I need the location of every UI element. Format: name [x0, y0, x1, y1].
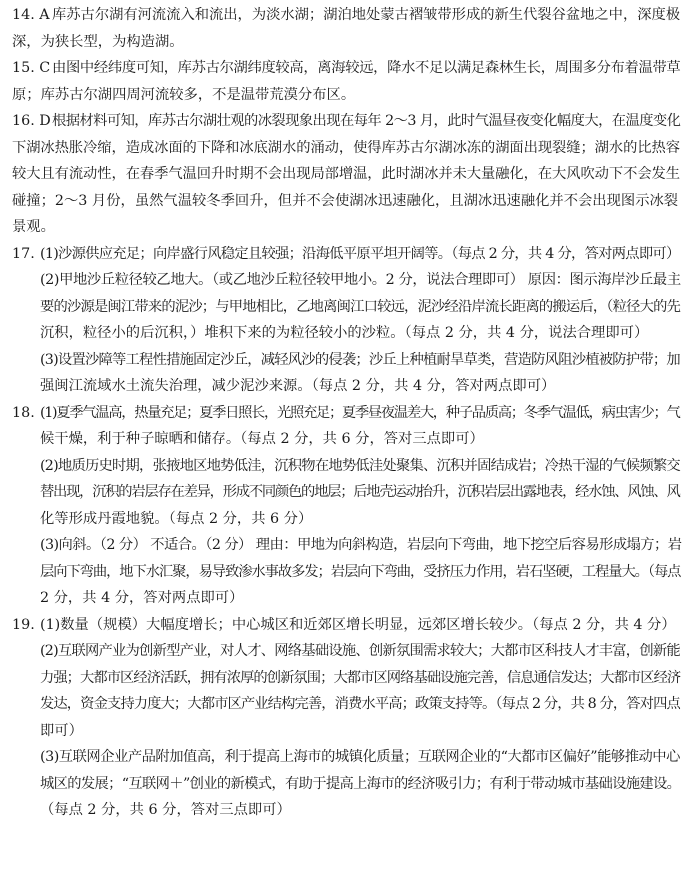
question-number: 19.: [12, 616, 35, 633]
answer-line: 力强；大都市区经济活跃，拥有浓厚的创新氛围；大都市区网络基础设施完善，信息通信发达；大都市区经济: [40, 669, 681, 686]
answer-item-19: [12, 612, 680, 824]
answer-line: 候干燥，利于种子晾晒和储存。（每点 2 分，共 6 分，答对三点即可）: [40, 431, 484, 447]
question-number: 14. A: [12, 7, 50, 23]
answer-line: 强闽江流域水土流失治理，减少泥沙来源。（每点 2 分，共 4 分，答对两点即可）: [40, 378, 556, 394]
answer-line: (2)互联网产业为创新型产业，对人才、网络基础设施、创新氛围需求较大；大都市区科技人才丰富，创新能: [40, 643, 680, 659]
answer-text: [12, 241, 680, 400]
answer-line: (1)沙源供应充足；向岸盛行风稳定且较强；沿海低平原平坦开阔等。（每点 2 分，共 4 分，答对两点即可）: [40, 245, 680, 262]
answer-item-14: [12, 2, 680, 55]
answer-line: 2 分，共 4 分，答对两点即可）: [40, 590, 244, 606]
answer-line: (2)甲地沙丘粒径较乙地大。（或乙地沙丘粒径较甲地小。2 分，说法合理即可） 原因：图示海岸沙丘最主: [40, 272, 681, 288]
question-number: 17.: [12, 245, 35, 262]
answer-text: [12, 55, 680, 108]
answer-line: (3)设置沙障等工程性措施固定沙丘，减轻风沙的侵袭；沙丘上种植耐旱草类，营造防风阻沙植被防护带；加: [40, 351, 680, 368]
question-number: 18.: [12, 404, 35, 421]
answer-text: [12, 108, 680, 241]
answer-line: 由图中经纬度可知，库苏古尔湖纬度较高，离海较远，降水不足以满足森林生长，周围多分布着温带草: [52, 60, 681, 76]
answer-line: 替出现，沉积的岩层存在差异，形成不同颜色的地层；后地壳运动抬升，沉积岩层出露地表，经水蚀、风蚀、风: [40, 484, 680, 500]
answer-line: （每点 2 分，共 6 分，答对三点即可）: [40, 802, 291, 818]
answer-line: 碰撞；2～3 月份，虽然气温较冬季回升，但并不会使湖冰迅速融化，且湖冰迅速融化并不会出现图示冰裂: [12, 192, 679, 209]
answer-line: (1)夏季气温高，热量充足；夏季日照长，光照充足；夏季昼夜温差大，种子品质高；冬季气温低，病虫害少；气: [40, 404, 680, 421]
answer-line: 下湖冰热胀冷缩，造成冰面的下降和冰底湖水的涌动，使得库苏古尔湖冰冻的湖面出现裂缝；湖水的比热容: [12, 139, 680, 156]
answer-text: [12, 2, 680, 55]
answer-line: 根据材料可知，库苏古尔湖壮观的冰裂现象出现在每年 2～3 月，此时气温昼夜变化幅度大，在温度变化: [52, 113, 681, 129]
answer-line: (1)数量（规模）大幅度增长；中心城区和近郊区增长明显，远郊区增长较少。（每点 2 分，共 4 分）: [40, 616, 676, 633]
answer-line: 城区的发展；“互联网＋”创业的新模式，有助于提高上海市的经济吸引力；有利于带动城市基础设施建设。: [40, 775, 681, 792]
answer-line: 要的沙源是闽江带来的泥沙；与甲地相比，乙地离闽江口较远，泥沙经沿岸流长距离的搬运后，（粒径大的先: [40, 298, 681, 315]
answer-line: (2)地质历史时期，张掖地区地势低洼，沉积物在地势低洼处聚集、沉积并固结成岩；冷热干湿的气候频繁交: [40, 457, 680, 474]
answer-line: 即可）: [40, 722, 83, 739]
question-number: 16. D: [12, 113, 51, 129]
answer-line: 较大且有流动性，在春季气温回升时期不会出现局部增温，此时湖冰并未大量融化，在大风吹动下不会发生: [12, 166, 680, 182]
answer-line: 化等形成丹霞地貌。（每点 2 分，共 6 分）: [40, 510, 313, 527]
answer-text: [12, 612, 680, 824]
answer-line: 库苏古尔湖有河流流入和流出，为淡水湖；湖泊地处蒙古褶皱带形成的新生代裂谷盆地之中，深度极: [52, 7, 681, 23]
answer-line: (3)互联网企业产品附加值高，利于提高上海市的城镇化质量；互联网企业的“大都市区偏好”能够推动中心: [40, 749, 680, 765]
answer-line: 层向下弯曲，地下水汇聚，易导致渗水事故多发；岩层向下弯曲，受挤压力作用，岩石坚硬，工程量大。（每点: [40, 563, 681, 580]
answer-item-15: [12, 55, 680, 108]
answer-text: [12, 400, 680, 612]
answer-line: 景观。: [12, 219, 55, 235]
question-number: 15. C: [12, 60, 51, 76]
answer-item-18: [12, 400, 680, 612]
answer-line: 原；库苏古尔湖四周河流较多，不是温带荒漠分布区。: [12, 86, 356, 103]
answer-item-16: [12, 108, 680, 241]
answer-line: 发达，资金支持力度大；大都市区产业结构完善，消费水平高；政策支持等。（每点 2 分，共 8 分，答对四点: [40, 696, 680, 712]
answer-line: (3)向斜。（2 分） 不适合。（2 分） 理由：甲地为向斜构造，岩层向下弯曲，地下挖空后容易形成塌方；岩: [40, 537, 682, 553]
answer-item-17: [12, 241, 680, 400]
answer-line: 深，为狭长型，为构造湖。: [12, 33, 184, 50]
answer-line: 沉积，粒径小的后沉积，）堆积下来的为粒径较小的沙粒。（每点 2 分，共 4 分，说法合理即可）: [40, 325, 649, 341]
